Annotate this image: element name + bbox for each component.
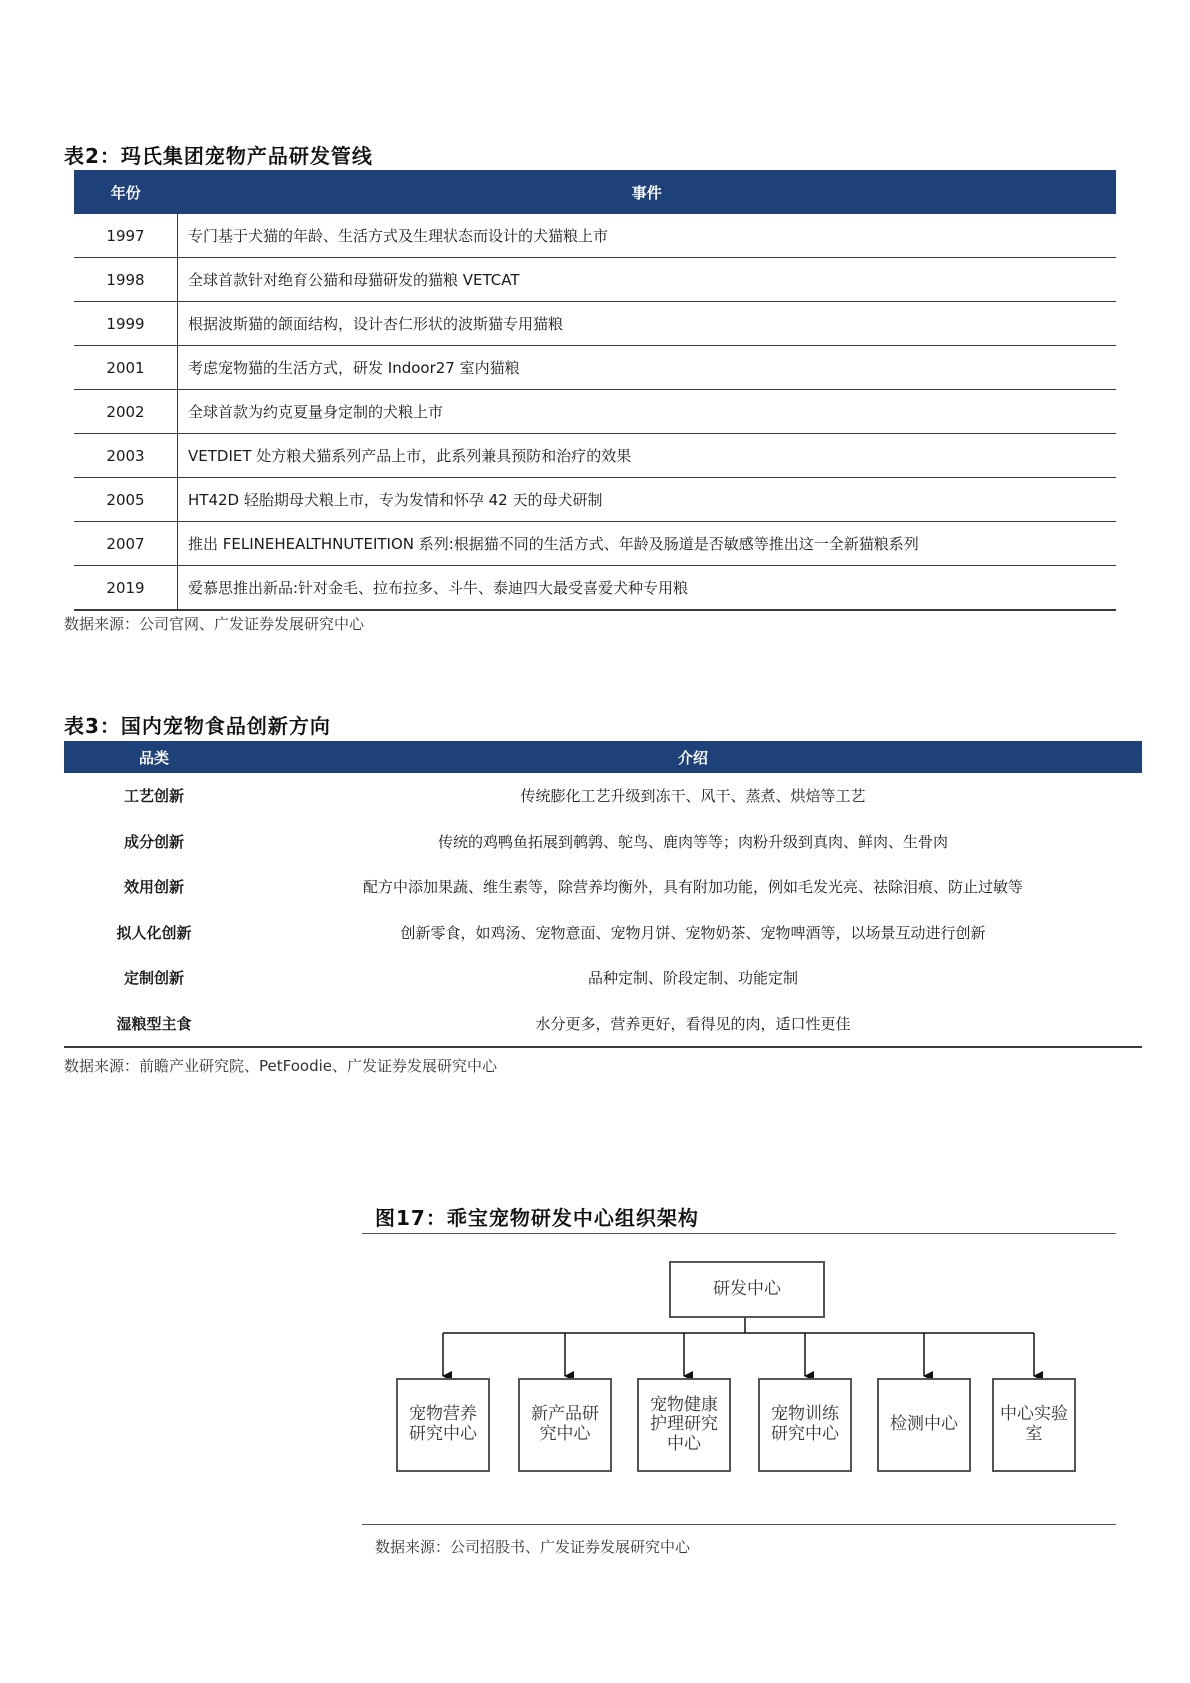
table-row xyxy=(64,910,1142,956)
table-row xyxy=(64,864,1142,910)
year-cell: 2019 xyxy=(74,566,178,611)
figure-bottom-rule xyxy=(362,1524,1116,1525)
figure-top-rule xyxy=(362,1233,1116,1234)
event-cell: 爱慕思推出新品:针对金毛、拉布拉多、斗牛、泰迪四大最受喜爱犬种专用粮 xyxy=(178,566,1117,611)
table-row xyxy=(74,390,1116,434)
event-cell: 根据波斯猫的颌面结构，设计杏仁形状的波斯猫专用猫粮 xyxy=(178,302,1117,346)
org-child-box: 宠物营养研究中心 xyxy=(396,1378,490,1472)
table-row xyxy=(74,434,1116,478)
year-cell: 1998 xyxy=(74,258,178,302)
event-cell: 全球首款为约克夏量身定制的犬粮上市 xyxy=(178,390,1117,434)
year-cell: 2003 xyxy=(74,434,178,478)
table2-title: 表2：玛氏集团宠物产品研发管线 xyxy=(64,144,373,168)
table2-header-event: 事件 xyxy=(178,170,1117,214)
event-cell: 考虑宠物猫的生活方式，研发 Indoor27 室内猫粮 xyxy=(178,346,1117,390)
intro-cell: 传统膨化工艺升级到冻干、风干、蒸煮、烘焙等工艺 xyxy=(520,787,866,806)
event-cell: 专门基于犬猫的年龄、生活方式及生理状态而设计的犬猫粮上市 xyxy=(178,214,1117,258)
intro-cell: 配方中添加果蔬、维生素等，除营养均衡外，具有附加功能，例如毛发光亮、祛除泪痕、防止过敏等 xyxy=(362,878,1023,897)
table-row xyxy=(64,1001,1142,1048)
table2-source: 数据来源：公司官网、广发证券发展研究中心 xyxy=(64,615,365,633)
table-row xyxy=(74,346,1116,390)
table-row xyxy=(74,214,1116,258)
table2 xyxy=(74,170,1116,611)
intro-cell: 传统的鸡鸭鱼拓展到鹌鹑、鸵鸟、鹿肉等等；肉粉升级到真肉、鲜肉、生骨肉 xyxy=(437,832,948,851)
org-child-box: 宠物训练研究中心 xyxy=(758,1378,852,1472)
event-cell: HT42D 轻胎期母犬粮上市，专为发情和怀孕 42 天的母犬研制 xyxy=(178,478,1117,522)
org-child-box: 中心实验室 xyxy=(992,1378,1076,1472)
table-row xyxy=(74,258,1116,302)
table-row xyxy=(74,302,1116,346)
figure17-source: 数据来源：公司招股书、广发证券发展研究中心 xyxy=(375,1538,691,1556)
table3-title: 表3：国内宠物食品创新方向 xyxy=(64,714,331,738)
event-cell: 推出 FELINEHEALTHNUTEITION 系列:根据猫不同的生活方式、年龄及肠道是否敏感等推出这一全新猫粮系列 xyxy=(178,522,1117,566)
org-root-box: 研发中心 xyxy=(669,1261,825,1318)
year-cell: 2001 xyxy=(74,346,178,390)
category-cell: 湿粮型主食 xyxy=(64,1001,244,1048)
table-row xyxy=(64,819,1142,865)
table3-header-category: 品类 xyxy=(64,741,244,773)
category-cell: 效用创新 xyxy=(123,878,184,897)
category-cell: 拟人化创新 xyxy=(116,923,192,942)
category-cell: 工艺创新 xyxy=(123,787,184,806)
intro-cell: 品种定制、阶段定制、功能定制 xyxy=(587,969,798,988)
year-cell: 1999 xyxy=(74,302,178,346)
org-child-box: 宠物健康护理研究中心 xyxy=(637,1378,731,1472)
table3-header-intro: 介绍 xyxy=(244,741,1142,773)
year-cell: 2002 xyxy=(74,390,178,434)
event-cell: VETDIET 处方粮犬猫系列产品上市，此系列兼具预防和治疗的效果 xyxy=(178,434,1117,478)
table3 xyxy=(64,741,1142,1048)
table3-source: 数据来源：前瞻产业研究院、PetFoodie、广发证券发展研究中心 xyxy=(64,1057,497,1075)
year-cell: 2007 xyxy=(74,522,178,566)
table-row xyxy=(64,773,1142,819)
table-row xyxy=(64,955,1142,1001)
table-row xyxy=(74,566,1116,611)
table-row xyxy=(74,522,1116,566)
intro-cell: 水分更多，营养更好，看得见的肉，适口性更佳 xyxy=(244,1001,1142,1048)
category-cell: 定制创新 xyxy=(123,969,184,988)
event-cell: 全球首款针对绝育公猫和母猫研发的猫粮 VETCAT xyxy=(178,258,1117,302)
year-cell: 2005 xyxy=(74,478,178,522)
figure17-title: 图17：乖宝宠物研发中心组织架构 xyxy=(375,1206,699,1230)
intro-cell: 创新零食，如鸡汤、宠物意面、宠物月饼、宠物奶茶、宠物啤酒等，以场景互动进行创新 xyxy=(400,923,986,942)
org-child-box: 检测中心 xyxy=(877,1378,971,1472)
table2-header-year: 年份 xyxy=(74,170,178,214)
table-row xyxy=(74,478,1116,522)
category-cell: 成分创新 xyxy=(123,832,184,851)
year-cell: 1997 xyxy=(74,214,178,258)
org-child-box: 新产品研究中心 xyxy=(518,1378,612,1472)
